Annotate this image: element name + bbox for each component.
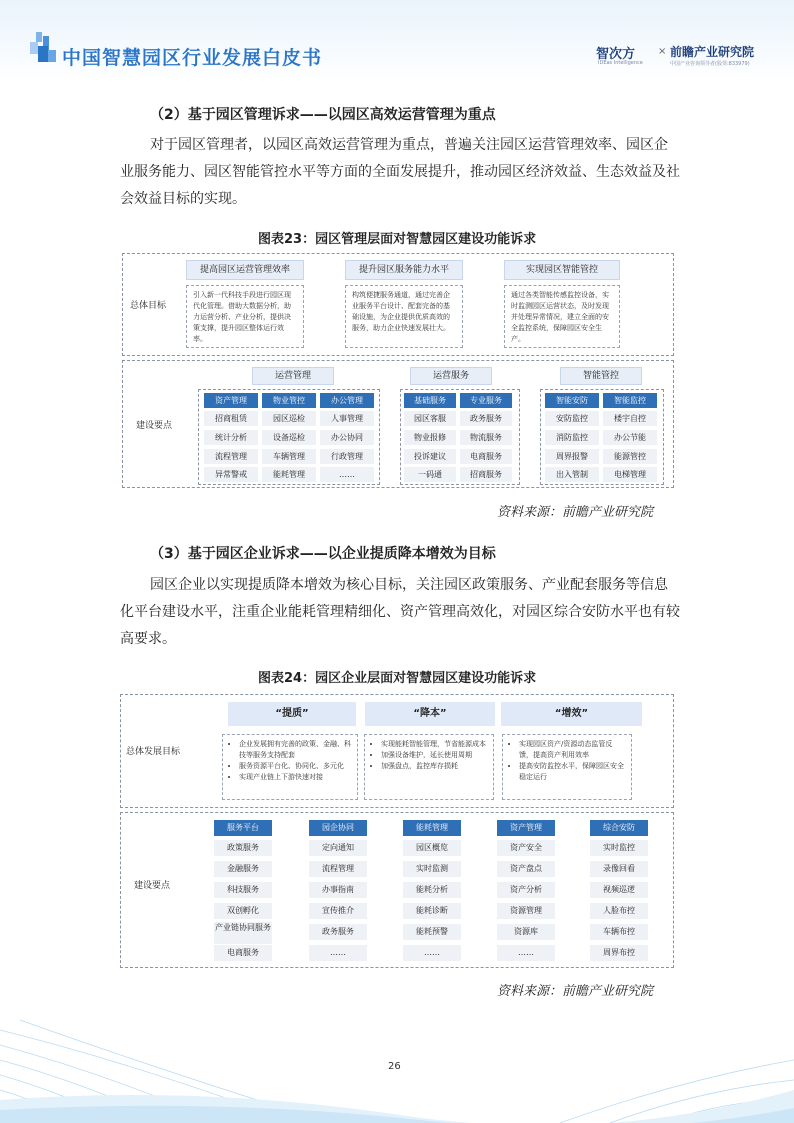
fig23-cell: 行政管理 bbox=[320, 449, 374, 464]
fig23-cell: 楼宇自控 bbox=[603, 411, 657, 426]
report-title: 中国智慧园区行业发展白皮书 bbox=[62, 47, 323, 69]
fig23-goal-desc-1: 引入新一代科技手段进行园区现代化管理。借助大数据分析，助力运营分析、产业分析，提供决策支撑，提升园区整体运行效率。 bbox=[186, 285, 304, 348]
brand-logo-2-subtitle: 中国产业咨询领导者(股票:833979) bbox=[670, 61, 750, 67]
fig23-group-title-2: 运营服务 bbox=[410, 367, 492, 385]
fig24-cell: …… bbox=[497, 945, 555, 961]
fig23-cell: 投诉建议 bbox=[404, 449, 456, 464]
fig24-bullet: • 企业发展拥有完善的政策、金融、科技等服务支持配套 bbox=[239, 739, 351, 761]
fig24-cell: 电商服务 bbox=[214, 945, 272, 961]
fig23-cell: 物业报修 bbox=[404, 430, 456, 445]
fig24-bullet: • 服务资源平台化、协同化、多元化 bbox=[239, 761, 351, 772]
brand-logo-2: 前瞻产业研究院 bbox=[670, 45, 755, 59]
figure-23-source: 资料来源：前瞻产业研究院 bbox=[497, 505, 654, 520]
fig24-cell: …… bbox=[309, 945, 367, 961]
figure-23-caption: 图表23：园区管理层面对智慧园区建设功能诉求 bbox=[258, 232, 537, 247]
fig23-cell: 招商租赁 bbox=[204, 411, 258, 426]
cubes-logo-icon bbox=[28, 30, 58, 66]
fig23-cell: 周界报警 bbox=[545, 449, 599, 464]
fig24-cell: 视频巡逻 bbox=[590, 882, 648, 898]
fig24-cell: 流程管理 bbox=[309, 861, 367, 877]
footer-wave-decoration bbox=[0, 990, 794, 1123]
fig23-col-head: 智能监控 bbox=[603, 393, 657, 408]
fig23-cell: 消防监控 bbox=[545, 430, 599, 445]
fig24-cell: 科技服务 bbox=[214, 882, 272, 898]
section-paragraph-3: 园区企业以实现提质降本增效为核心目标，关注园区政策服务、产业配套服务等信息化平台建设水平，注重企业能耗管理精细化、资产管理高效化，对园区综合安防水平也有较高要求。 bbox=[120, 577, 680, 647]
fig24-col-head: 资产管理 bbox=[497, 820, 555, 836]
fig24-cell: 资产分析 bbox=[497, 882, 555, 898]
fig23-cell: 出入管制 bbox=[545, 467, 599, 482]
fig23-col-head: 办公管理 bbox=[320, 393, 374, 408]
fig23-goal-desc-2: 构筑便捷服务通道，通过完善企业服务平台设计、配套完备的基础设施，为企业提供优质高效的服务，助力企业快速发展壮大。 bbox=[345, 285, 463, 348]
brand-logo-1-subtitle: IDEas Intelligence bbox=[598, 60, 643, 66]
fig24-cell: 双创孵化 bbox=[214, 903, 272, 919]
fig23-cell: 园区客服 bbox=[404, 411, 456, 426]
fig24-cell: 能耗诊断 bbox=[403, 903, 461, 919]
fig24-col-head: 能耗管理 bbox=[403, 820, 461, 836]
fig23-goal-title-3: 实现园区智能管控 bbox=[504, 260, 620, 280]
section-heading-2: （2）基于园区管理诉求——以园区高效运营管理为重点 bbox=[150, 107, 496, 123]
fig23-cell: …… bbox=[320, 467, 374, 482]
fig24-cell: 宣传推介 bbox=[309, 903, 367, 919]
fig23-goal-title-2: 提升园区服务能力水平 bbox=[345, 260, 463, 280]
page-number: 26 bbox=[388, 1061, 401, 1072]
fig23-cell: 流程管理 bbox=[204, 449, 258, 464]
fig24-cell: 资源管理 bbox=[497, 903, 555, 919]
fig23-cell: 能源管控 bbox=[603, 449, 657, 464]
fig24-cell: 资产安全 bbox=[497, 840, 555, 856]
fig23-group-title-3: 智能管控 bbox=[560, 367, 642, 385]
fig23-cell: 设备巡检 bbox=[262, 430, 316, 445]
fig23-goal-desc-3: 通过各类智能传感监控设备，实时监测园区运营状态，及时发现并处理异常情况，建立全面的安全监控系统，保障园区安全生产。 bbox=[504, 285, 620, 348]
fig23-cell: 一码通 bbox=[404, 467, 456, 482]
fig24-goal-title-3: “增效” bbox=[501, 702, 642, 726]
fig23-cell: 电梯管理 bbox=[603, 467, 657, 482]
fig24-goal-bullets-1 bbox=[222, 734, 358, 800]
fig24-goal-bullets-2 bbox=[364, 734, 494, 800]
fig24-cell: 政策服务 bbox=[214, 840, 272, 856]
fig24-cell: 实时监测 bbox=[403, 861, 461, 877]
fig24-cell: 车辆布控 bbox=[590, 924, 648, 940]
fig24-cell: …… bbox=[403, 945, 461, 961]
fig23-cell: 异常警戒 bbox=[204, 467, 258, 482]
fig24-bullet: • 实现能耗智能管理，节省能源成本 bbox=[381, 739, 487, 750]
fig24-bullet: • 实现园区资产/资源动态监管反馈，提高资产利用效率 bbox=[519, 739, 625, 761]
fig24-cell: 政务服务 bbox=[309, 924, 367, 940]
fig23-cell: 电商服务 bbox=[460, 449, 512, 464]
fig23-cell: 办公协同 bbox=[320, 430, 374, 445]
fig24-cell: 资源库 bbox=[497, 924, 555, 940]
fig23-points-label: 建设要点 bbox=[136, 421, 173, 431]
fig24-cell: 录像回看 bbox=[590, 861, 648, 877]
fig23-cell: 人事管理 bbox=[320, 411, 374, 426]
fig23-cell: 安防监控 bbox=[545, 411, 599, 426]
fig23-cell: 车辆管理 bbox=[262, 449, 316, 464]
fig24-points-label: 建设要点 bbox=[134, 881, 171, 891]
fig24-cell: 金融服务 bbox=[214, 861, 272, 877]
fig23-cell: 统计分析 bbox=[204, 430, 258, 445]
fig23-cell: 园区巡检 bbox=[262, 411, 316, 426]
figure-24-source: 资料来源：前瞻产业研究院 bbox=[497, 984, 654, 999]
fig24-bullet: • 提高安防监控水平，保障园区安全稳定运行 bbox=[519, 761, 625, 783]
fig24-col-head: 服务平台 bbox=[214, 820, 272, 836]
fig24-cell: 人脸布控 bbox=[590, 903, 648, 919]
fig24-cell: 实时监控 bbox=[590, 840, 648, 856]
fig24-bullet: • 加强设备维护，延长使用周期 bbox=[381, 750, 487, 761]
brand-separator: × bbox=[658, 46, 667, 57]
fig24-bullet: • 加强盘点，监控库存损耗 bbox=[381, 761, 487, 772]
fig24-cell: 定向通知 bbox=[309, 840, 367, 856]
fig23-col-head: 物业管控 bbox=[262, 393, 316, 408]
fig23-group-title-1: 运营管理 bbox=[252, 367, 334, 385]
fig24-cell: 园区概览 bbox=[403, 840, 461, 856]
section-paragraph-2: 对于园区管理者，以园区高效运营管理为重点，普遍关注园区运营管理效率、园区企业服务能力、园区智能管控水平等方面的全面发展提升，推动园区经济效益、生态效益及社会效益目标的实现。 bbox=[120, 137, 680, 207]
fig23-goal-label: 总体目标 bbox=[130, 301, 167, 311]
fig24-cell: 能耗分析 bbox=[403, 882, 461, 898]
fig23-cell: 能耗管理 bbox=[262, 467, 316, 482]
fig24-col-head: 园企协同 bbox=[309, 820, 367, 836]
fig23-cell: 物流服务 bbox=[460, 430, 512, 445]
fig23-goal-title-1: 提高园区运营管理效率 bbox=[186, 260, 304, 280]
fig23-col-head: 智能安防 bbox=[545, 393, 599, 408]
fig24-cell: 产业链协同服务 bbox=[214, 922, 272, 944]
fig24-cell: 周界布控 bbox=[590, 945, 648, 961]
fig24-bullet: • 实现产业链上下游快速对接 bbox=[239, 772, 351, 783]
fig24-goal-title-2: “降本” bbox=[365, 702, 495, 726]
fig24-cell: 能耗预警 bbox=[403, 924, 461, 940]
fig23-col-head: 资产管理 bbox=[204, 393, 258, 408]
fig23-cell: 招商服务 bbox=[460, 467, 512, 482]
fig24-col-head: 综合安防 bbox=[590, 820, 648, 836]
brand-logo-1: 智次方 bbox=[596, 47, 636, 62]
fig23-col-head: 专业服务 bbox=[460, 393, 512, 408]
section-heading-3: （3）基于园区企业诉求——以企业提质降本增效为目标 bbox=[150, 546, 496, 562]
fig23-cell: 政务服务 bbox=[460, 411, 512, 426]
figure-24-caption: 图表24：园区企业层面对智慧园区建设功能诉求 bbox=[258, 671, 537, 686]
fig23-col-head: 基础服务 bbox=[404, 393, 456, 408]
fig24-cell: 资产盘点 bbox=[497, 861, 555, 877]
fig24-cell: 办事指南 bbox=[309, 882, 367, 898]
fig23-cell: 办公节能 bbox=[603, 430, 657, 445]
fig24-goal-bullets-3 bbox=[502, 734, 632, 800]
fig24-goal-title-1: “提质” bbox=[228, 702, 356, 726]
fig24-goal-label: 总体发展目标 bbox=[126, 747, 181, 757]
